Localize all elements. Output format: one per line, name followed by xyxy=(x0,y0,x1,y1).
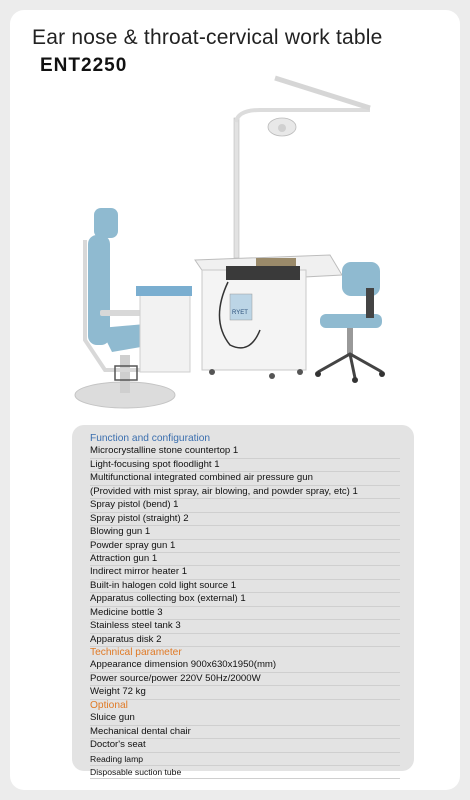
function-configuration-heading: Function and configuration xyxy=(90,433,211,444)
spec-item: Medicine bottle 3 xyxy=(90,607,400,620)
spec-item: Attraction gun 1 xyxy=(90,553,400,566)
patient-chair xyxy=(75,208,192,408)
spec-item: Microcrystalline stone countertop 1 xyxy=(90,445,400,458)
specification-panel xyxy=(72,425,414,777)
doctor-stool xyxy=(315,262,385,383)
spec-item: Appearance dimension 900x630x1950(mm) xyxy=(90,659,400,672)
spec-item: Mechanical dental chair xyxy=(90,726,400,739)
spec-item: Spray pistol (straight) 2 xyxy=(90,513,400,526)
page-title: Ear nose & throat-cervical work table xyxy=(32,26,383,49)
product-photo xyxy=(60,70,400,415)
spec-item: Apparatus disk 2 xyxy=(90,634,400,647)
spec-item: Built-in halogen cold light source 1 xyxy=(90,580,400,593)
specification-list xyxy=(90,433,400,779)
spec-item: Reading lamp xyxy=(90,753,400,766)
optional-heading: Optional xyxy=(90,699,128,711)
spec-item: Stainless steel tank 3 xyxy=(90,620,400,633)
spec-item: Indirect mirror heater 1 xyxy=(90,566,400,579)
model-number: ENT2250 xyxy=(40,55,128,76)
technical-parameter-heading: Technical parameter xyxy=(90,647,182,658)
spec-item: Power source/power 220V 50Hz/2000W xyxy=(90,673,400,686)
spec-item: Sluice gun xyxy=(90,712,400,725)
spec-item: Spray pistol (bend) 1 xyxy=(90,499,400,512)
spec-item: Doctor's seat xyxy=(90,739,400,752)
spec-item: Powder spray gun 1 xyxy=(90,540,400,553)
spec-item: Light-focusing spot floodlight 1 xyxy=(90,459,400,472)
spec-item: (Provided with mist spray, air blowing, and powder spray, etc) 1 xyxy=(90,486,400,499)
work-table xyxy=(195,255,342,379)
spot-floodlight xyxy=(234,78,370,258)
spec-item: Disposable suction tube xyxy=(90,766,400,779)
spec-item: Blowing gun 1 xyxy=(90,526,400,539)
spec-item: Weight 72 kg xyxy=(90,686,400,699)
spec-item: Multifunctional integrated combined air pressure gun xyxy=(90,472,400,485)
spec-item: Apparatus collecting box (external) 1 xyxy=(90,593,400,606)
brand-logo: RYET xyxy=(232,310,248,316)
